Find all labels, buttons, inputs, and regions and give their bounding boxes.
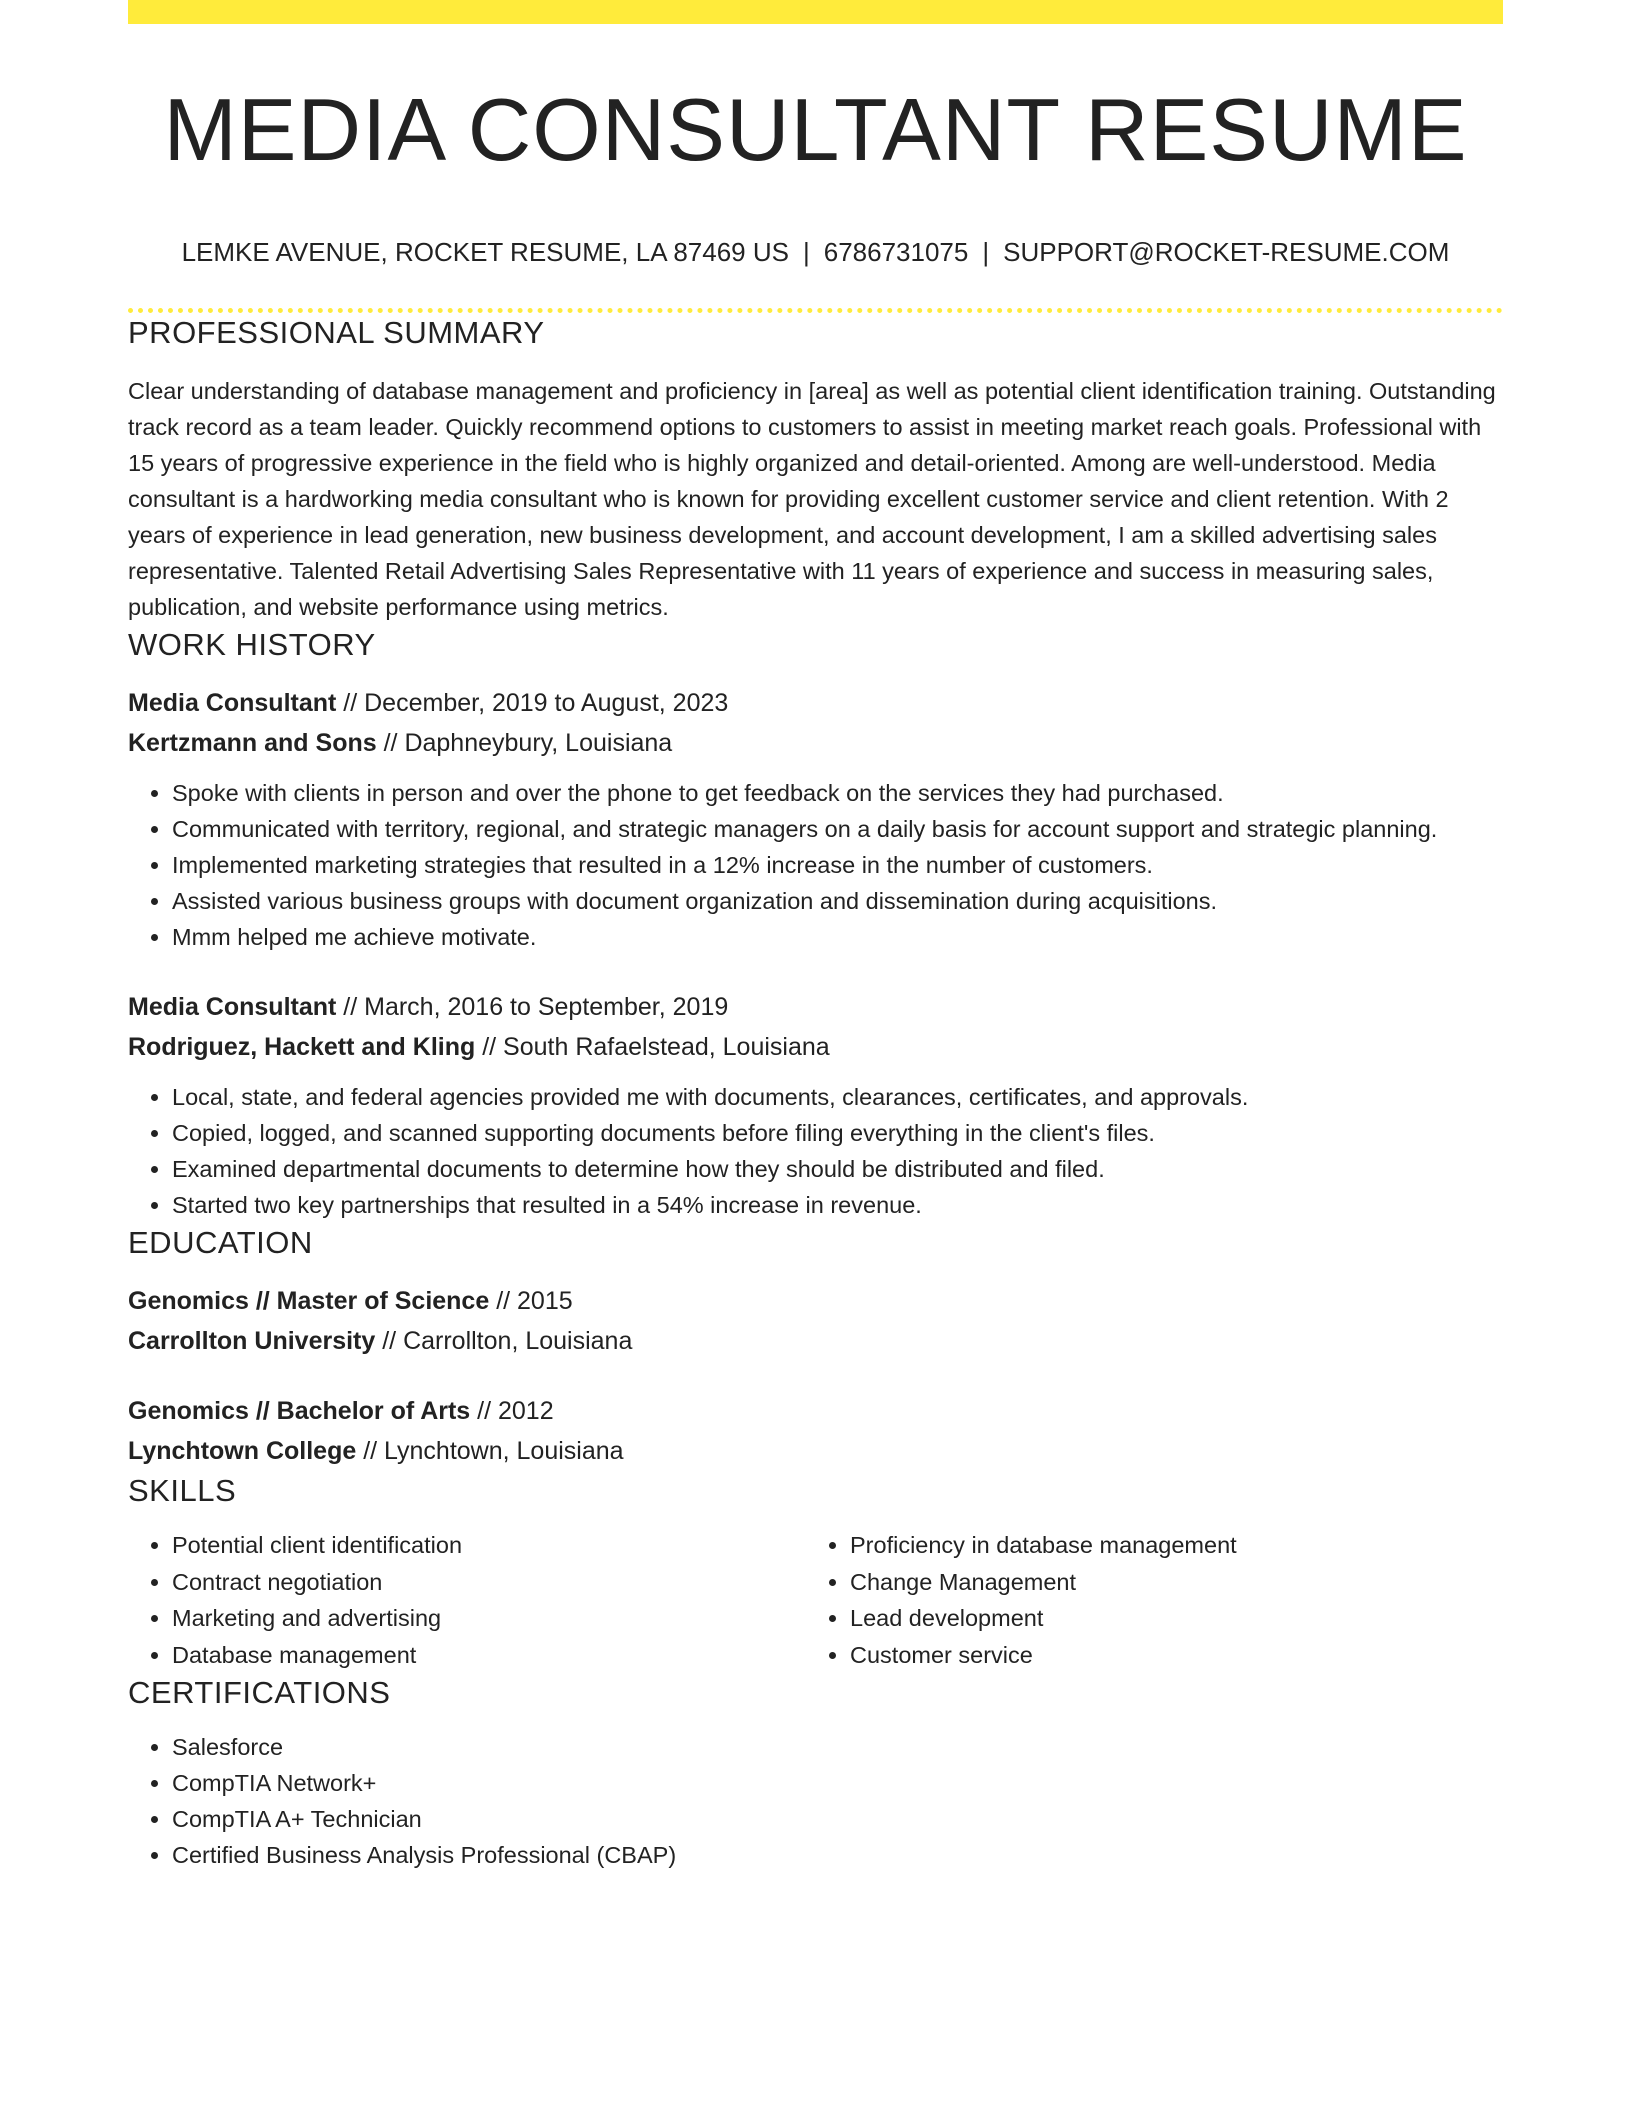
education-degree: Genomics // Bachelor of Arts bbox=[128, 1397, 471, 1425]
job-title: Media Consultant bbox=[128, 689, 337, 717]
education-year: // 2012 bbox=[470, 1397, 554, 1425]
job-company-line bbox=[128, 723, 1503, 763]
list-item: • Customer service bbox=[850, 1637, 1480, 1674]
job-title: Media Consultant bbox=[128, 993, 337, 1021]
list-item: • Started two key partnerships that resulted in a 54% increase in revenue. bbox=[172, 1187, 1503, 1223]
job-dates: // March, 2016 to September, 2019 bbox=[336, 993, 729, 1021]
contact-separator: | bbox=[802, 237, 810, 267]
job-dates: // December, 2019 to August, 2023 bbox=[336, 689, 729, 717]
list-item: • CompTIA Network+ bbox=[172, 1765, 1503, 1801]
contact-email: SUPPORT@ROCKET-RESUME.COM bbox=[1003, 237, 1450, 267]
list-item: • CompTIA A+ Technician bbox=[172, 1801, 1503, 1837]
list-item: • Spoke with clients in person and over the phone to get feedback on the services they had purchased. bbox=[172, 775, 1503, 811]
education-year: // 2015 bbox=[489, 1287, 573, 1315]
list-item: • Local, state, and federal agencies provided me with documents, clearances, certificates, and approvals. bbox=[172, 1079, 1503, 1115]
skills-grid bbox=[128, 1527, 1503, 1673]
education-school-line bbox=[128, 1431, 1503, 1471]
education-degree: Genomics // Master of Science bbox=[128, 1287, 490, 1315]
contact-phone: 6786731075 bbox=[823, 237, 969, 267]
work-history-heading: WORK HISTORY bbox=[128, 627, 376, 662]
job-bullets bbox=[128, 1079, 1503, 1223]
job-company: Rodriguez, Hackett and Kling bbox=[128, 1033, 476, 1061]
job-company-line bbox=[128, 1027, 1503, 1067]
list-item: • Communicated with territory, regional, and strategic managers on a daily basis for account support and strategic planning. bbox=[172, 811, 1503, 847]
summary-heading: PROFESSIONAL SUMMARY bbox=[128, 315, 545, 350]
education-location: // Carrollton, Louisiana bbox=[375, 1327, 633, 1355]
certifications-list bbox=[128, 1729, 1503, 1873]
list-item: • Copied, logged, and scanned supporting documents before filing everything in the client's files. bbox=[172, 1115, 1503, 1151]
list-item: • Examined departmental documents to determine how they should be distributed and filed. bbox=[172, 1151, 1503, 1187]
list-item: • Lead development bbox=[850, 1600, 1480, 1637]
education-school-line bbox=[128, 1321, 1503, 1361]
contact-address: LEMKE AVENUE, ROCKET RESUME, LA 87469 US bbox=[181, 237, 789, 267]
job-title-line bbox=[128, 987, 1503, 1027]
list-item: • Database management bbox=[172, 1637, 802, 1674]
list-item: • Implemented marketing strategies that resulted in a 12% increase in the number of customers. bbox=[172, 847, 1503, 883]
list-item: • Potential client identification bbox=[172, 1527, 802, 1564]
list-item: • Mmm helped me achieve motivate. bbox=[172, 919, 1503, 955]
education-location: // Lynchtown, Louisiana bbox=[356, 1437, 624, 1465]
job-title-line bbox=[128, 683, 1503, 723]
education-school: Lynchtown College bbox=[128, 1437, 357, 1465]
skills-list-right bbox=[802, 1527, 1480, 1673]
job-location: // South Rafaelstead, Louisiana bbox=[475, 1033, 830, 1061]
list-item: • Certified Business Analysis Professional (CBAP) bbox=[172, 1837, 1503, 1873]
list-item: • Change Management bbox=[850, 1564, 1480, 1601]
resume-content bbox=[128, 0, 1503, 1873]
education-heading: EDUCATION bbox=[128, 1225, 313, 1260]
list-item: • Contract negotiation bbox=[172, 1564, 802, 1601]
skills-heading: SKILLS bbox=[128, 1473, 237, 1508]
job-bullets bbox=[128, 775, 1503, 955]
summary-text: Clear understanding of database management and proficiency in [area] as well as potential client identification training. Outstanding track record as a team leader. Quickly recommend options to customers to assist in meeting market reach goals. Professional with 15 years of progressive experience in the field who is highly organized and detail-oriented. Among are well-understood. Media consultant is a hardworking media consultant who is known for providing excellent customer service and client retention. With 2 years of experience in lead generation, new business development, and account development, I am a skilled advertising sales representative. Talented Retail Advertising Sales Representative with 11 years of experience and success in measuring sales, publication, and website performance using metrics. bbox=[128, 378, 1496, 620]
list-item: • Proficiency in database management bbox=[850, 1527, 1480, 1564]
skills-list-left bbox=[128, 1527, 802, 1673]
contact-line bbox=[128, 236, 1503, 268]
list-item: • Marketing and advertising bbox=[172, 1600, 802, 1637]
education-school: Carrollton University bbox=[128, 1327, 376, 1355]
resume-title: MEDIA CONSULTANT RESUME bbox=[163, 80, 1468, 179]
certifications-heading: CERTIFICATIONS bbox=[128, 1675, 391, 1710]
job-location: // Daphneybury, Louisiana bbox=[376, 729, 673, 757]
list-item: • Assisted various business groups with document organization and dissemination during acquisitions. bbox=[172, 883, 1503, 919]
list-item: • Salesforce bbox=[172, 1729, 1503, 1765]
job-company: Kertzmann and Sons bbox=[128, 729, 377, 757]
education-degree-line bbox=[128, 1281, 1503, 1321]
contact-separator: | bbox=[982, 237, 990, 267]
education-degree-line bbox=[128, 1391, 1503, 1431]
